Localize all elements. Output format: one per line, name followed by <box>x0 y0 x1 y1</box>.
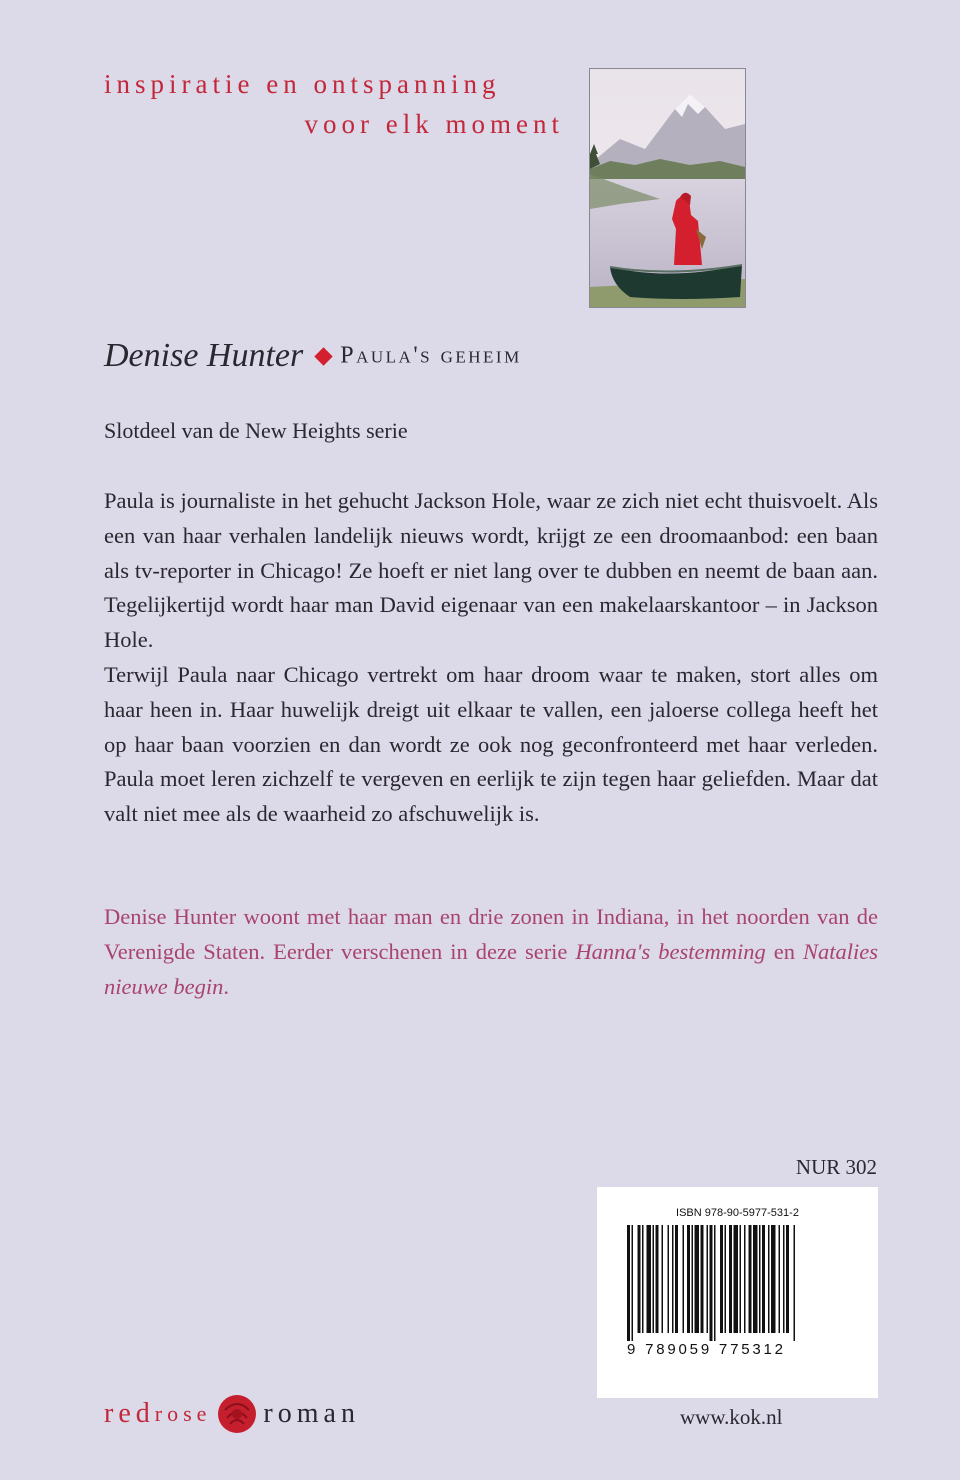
barcode-bar <box>692 1225 694 1333</box>
tagline-line-1: inspiratie en ontspanning <box>104 69 501 99</box>
barcode-bar <box>749 1225 752 1333</box>
barcode-bar <box>768 1225 770 1333</box>
barcode-bar <box>662 1225 664 1333</box>
barcode-bar <box>632 1225 634 1341</box>
isbn-label: ISBN 978-90-5977-531-2 <box>676 1207 799 1219</box>
cover-photo <box>589 68 746 308</box>
bio-title-1: Hanna's bestemming <box>575 938 766 964</box>
publisher-logo <box>104 1392 360 1438</box>
barcode-bar <box>710 1225 713 1341</box>
bio-text-1: Denise Hunter woont met haar man en drie zonen in Indiana, in het noorden van de Verenigde Staten. Eerder verschenen in deze serie <box>104 904 878 964</box>
barcode-bar <box>627 1225 630 1341</box>
barcode-bar <box>642 1225 644 1333</box>
barcode-bar <box>762 1225 765 1333</box>
barcode-bar <box>656 1225 659 1333</box>
barcode-bar <box>675 1225 678 1333</box>
barcode-bar <box>714 1225 716 1341</box>
barcode-bar <box>786 1225 789 1333</box>
bio-text-3: . <box>223 973 229 999</box>
series-note: Slotdeel van de New Heights serie <box>104 418 408 443</box>
bio-title-2: Natalies nieuwe begin <box>104 938 879 999</box>
diamond-separator-icon <box>315 347 333 365</box>
barcode-bar <box>668 1225 670 1333</box>
blurb-paragraph-1: Paula is journaliste in het gehucht Jackson Hole, waar ze zich niet echt thuisvoelt. Als een van haar verhalen landelijk nieuws wordt, krijgt ze een droomaanbod: een baan als tv-reporter in Chicago! Ze hoeft er niet lang over te dubben en neemt de baan aan. Tegelijkertijd wordt haar man David eigenaar van een makelaarskantoor – in Jackson Hole. <box>104 488 878 653</box>
barcode-bar <box>729 1225 732 1333</box>
barcode-bar <box>740 1225 742 1333</box>
barcode-bar <box>734 1225 739 1333</box>
bio-text-2: en <box>765 938 803 964</box>
barcode-bar <box>647 1225 652 1333</box>
barcode-bar <box>638 1225 641 1333</box>
barcode-bar <box>695 1225 700 1333</box>
blurb-paragraph-2: Terwijl Paula naar Chicago vertrekt om haar droom waar te maken, stort alles om haar heen in. Haar huwelijk dreigt uit elkaar te vallen, een jaloerse collega heeft het op haar baan voorzien en dan wordt ze ook nog geconfronteerd met haar verleden. Paula moet leren zichzelf te vergeven en eerlijk te zijn tegen haar geliefden. Maar dat valt niet mee als de waarheid zo afschuwelijk is. <box>104 661 878 827</box>
barcode-bar <box>653 1225 655 1333</box>
barcode-bar <box>701 1225 704 1333</box>
book-title: Paula's geheim <box>340 342 522 369</box>
barcode-bar <box>687 1225 690 1333</box>
website-url: www.kok.nl <box>680 1405 783 1429</box>
author-name: Denise Hunter <box>104 337 304 374</box>
woman-in-red-on-canoe-by-mountain-lake-icon <box>590 69 745 307</box>
barcode-bar <box>672 1225 674 1333</box>
logo-word-roman: roman <box>263 1398 360 1429</box>
author-title-line <box>104 337 884 381</box>
barcode-icon <box>617 1225 858 1341</box>
barcode-bar <box>771 1225 776 1333</box>
barcode-bar <box>759 1225 761 1333</box>
tagline <box>104 64 564 144</box>
rose-icon <box>215 1392 259 1436</box>
barcode-bar <box>783 1225 785 1333</box>
nur-code: NUR 302 <box>795 1155 877 1179</box>
barcode-bar <box>779 1225 781 1333</box>
author-bio <box>104 900 878 1004</box>
logo-word-rose: rose <box>154 1401 212 1426</box>
barcode-bar <box>720 1225 723 1333</box>
barcode-digits: 9 789059 775312 <box>627 1341 786 1358</box>
logo-word-red: red <box>104 1398 155 1429</box>
blurb <box>104 484 878 832</box>
barcode-bar <box>683 1225 685 1333</box>
barcode-bar <box>753 1225 758 1333</box>
barcode-bar <box>725 1225 727 1333</box>
barcode-bar <box>707 1225 709 1333</box>
tagline-line-2: voor elk moment <box>304 109 564 139</box>
barcode-bar <box>744 1225 746 1333</box>
barcode-box <box>597 1187 878 1398</box>
barcode-bar <box>794 1225 796 1341</box>
